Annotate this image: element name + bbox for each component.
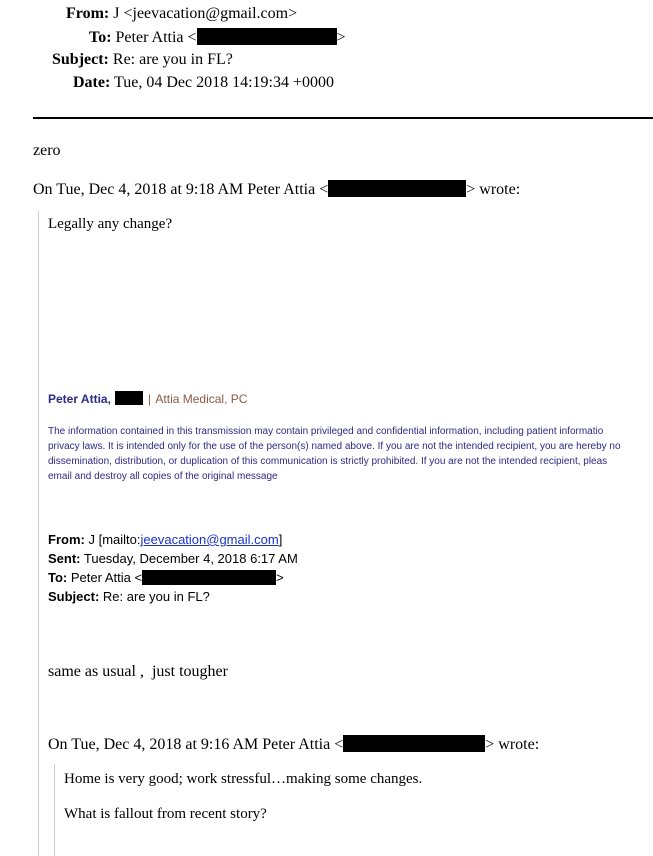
forwarded-to-suffix: > <box>276 570 284 585</box>
header-divider <box>33 117 653 119</box>
forwarded-subject-value: Re: are you in FL? <box>102 589 210 604</box>
quote-1-text: Legally any change? <box>48 216 173 232</box>
header-date-label: Date: <box>73 74 111 91</box>
redaction-block <box>328 180 466 197</box>
forwarded-email-link[interactable]: jeevacation@gmail.com <box>140 532 279 547</box>
forwarded-reply-text: same as usual , just tougher <box>48 663 228 680</box>
redaction-block <box>142 570 276 585</box>
quote-bar <box>54 764 55 856</box>
forwarded-to-label: To: <box>48 570 68 585</box>
header-to-value: Peter Attia < <box>115 29 197 46</box>
attribution-line-1 <box>33 180 520 199</box>
disclaimer-line: The information contained in this transmission may contain privileged and confidential information, including patient informatio <box>48 426 604 437</box>
header-date-value: Tue, 04 Dec 2018 14:19:34 +0000 <box>114 74 335 91</box>
attribution-2-suffix: > wrote: <box>485 736 540 753</box>
forwarded-subject <box>48 589 210 604</box>
signature-name: Peter Attia, <box>48 392 111 406</box>
forwarded-sent <box>48 551 298 566</box>
forwarded-to <box>48 570 284 585</box>
forwarded-subject-label: Subject: <box>48 589 100 604</box>
header-subject-value: Re: are you in FL? <box>112 51 233 68</box>
forwarded-from <box>48 532 282 547</box>
attribution-2-prefix: On Tue, Dec 4, 2018 at 9:16 AM Peter Attia < <box>48 736 344 753</box>
redaction-block <box>343 735 485 752</box>
forwarded-sent-value: Tuesday, December 4, 2018 6:17 AM <box>83 551 298 566</box>
disclaimer-line: dissemination, distribution, or duplication of this communication is strictly prohibited. If you are not the intended recipient, pleas <box>48 456 608 467</box>
header-to-label: To: <box>89 29 112 46</box>
header-from-label: From: <box>66 5 110 22</box>
forwarded-to-value: Peter Attia < <box>70 570 143 585</box>
confidentiality-disclaimer <box>48 424 653 484</box>
signature-line <box>48 390 247 408</box>
header-subject-label: Subject: <box>52 51 109 68</box>
quote-bar <box>38 211 39 856</box>
disclaimer-line: email and destroy all copies of the original message <box>48 471 278 482</box>
redaction-block <box>115 391 143 405</box>
header-from <box>66 5 297 23</box>
forwarded-from-label: From: <box>48 532 85 547</box>
signature-org: Attia Medical, PC <box>155 392 248 406</box>
attribution-line-2 <box>48 735 539 754</box>
quote-2-line-1: Home is very good; work stressful…making some changes. <box>64 771 423 787</box>
reply-text: zero <box>33 142 61 159</box>
forwarded-from-prefix: J [mailto: <box>88 532 141 547</box>
header-subject <box>52 51 233 69</box>
signature-separator: | <box>147 392 151 406</box>
forwarded-sent-label: Sent: <box>48 551 81 566</box>
header-from-value: J <jeevacation@gmail.com> <box>113 5 298 22</box>
forwarded-from-suffix: ] <box>278 532 283 547</box>
header-to-suffix: > <box>336 29 346 46</box>
attribution-1-prefix: On Tue, Dec 4, 2018 at 9:18 AM Peter Attia < <box>33 181 329 198</box>
header-to <box>89 28 346 47</box>
header-date <box>73 74 334 92</box>
attribution-1-suffix: > wrote: <box>466 181 521 198</box>
quote-2-line-2: What is fallout from recent story? <box>64 806 267 822</box>
disclaimer-line: privacy laws. It is intended only for the use of the person(s) named above. If you are not the intended recipient, you are hereby no <box>48 441 621 452</box>
redaction-block <box>197 28 337 45</box>
